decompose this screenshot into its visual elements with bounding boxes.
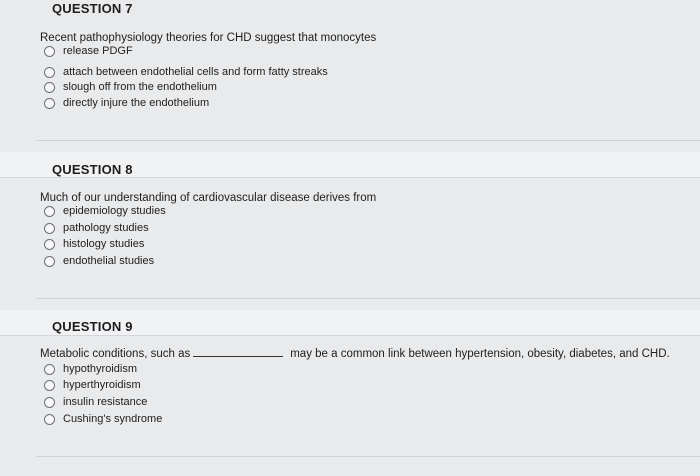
radio-button[interactable] [44, 82, 55, 93]
q8-option-3[interactable] [44, 237, 144, 251]
radio-button[interactable] [44, 364, 55, 375]
option-label: endothelial studies [63, 255, 155, 267]
question-8-title: QUESTION 8 [52, 162, 133, 177]
question-8-prompt: Much of our understanding of cardiovascular disease derives from [40, 192, 377, 204]
radio-button[interactable] [44, 206, 55, 217]
radio-button[interactable] [44, 98, 55, 109]
option-label: directly injure the endothelium [63, 97, 210, 109]
q7-option-3[interactable] [44, 80, 217, 94]
q8-option-2[interactable] [44, 221, 149, 235]
q7-option-1[interactable] [44, 44, 133, 58]
q9-option-4[interactable] [44, 412, 162, 426]
q7-option-2[interactable] [44, 65, 328, 79]
q8-option-1[interactable] [44, 204, 166, 218]
fill-in-blank [193, 356, 283, 357]
prompt-end: may be a common link between hypertension, obesity, diabetes, and CHD. [290, 348, 670, 360]
radio-button[interactable] [44, 239, 55, 250]
radio-button[interactable] [44, 223, 55, 234]
question-7-prompt: Recent pathophysiology theories for CHD suggest that monocytes [40, 32, 377, 44]
option-label: Cushing's syndrome [63, 413, 163, 425]
q8-option-4[interactable] [44, 254, 154, 268]
option-label: attach between endothelial cells and form fatty streaks [63, 66, 328, 78]
q9-option-3[interactable] [44, 395, 147, 409]
option-label: hypothyroidism [63, 363, 137, 375]
option-label: release PDGF [63, 45, 133, 57]
q7-option-4[interactable] [44, 96, 209, 110]
question-9-prompt [40, 348, 670, 360]
radio-button[interactable] [44, 380, 55, 391]
prompt-start: Metabolic conditions, such as [40, 348, 191, 360]
radio-button[interactable] [44, 67, 55, 78]
option-label: pathology studies [63, 222, 149, 234]
option-label: histology studies [63, 238, 145, 250]
separator [36, 298, 700, 299]
separator [36, 140, 700, 141]
q9-option-2[interactable] [44, 378, 141, 392]
radio-button[interactable] [44, 397, 55, 408]
question-7-title: QUESTION 7 [52, 1, 133, 16]
option-label: insulin resistance [63, 396, 148, 408]
option-label: slough off from the endothelium [63, 81, 217, 93]
radio-button[interactable] [44, 46, 55, 57]
option-label: epidemiology studies [63, 205, 166, 217]
option-label: hyperthyroidism [63, 379, 141, 391]
question-9-title: QUESTION 9 [52, 319, 133, 334]
radio-button[interactable] [44, 414, 55, 425]
radio-button[interactable] [44, 256, 55, 267]
q9-option-1[interactable] [44, 362, 137, 376]
separator [36, 456, 700, 457]
